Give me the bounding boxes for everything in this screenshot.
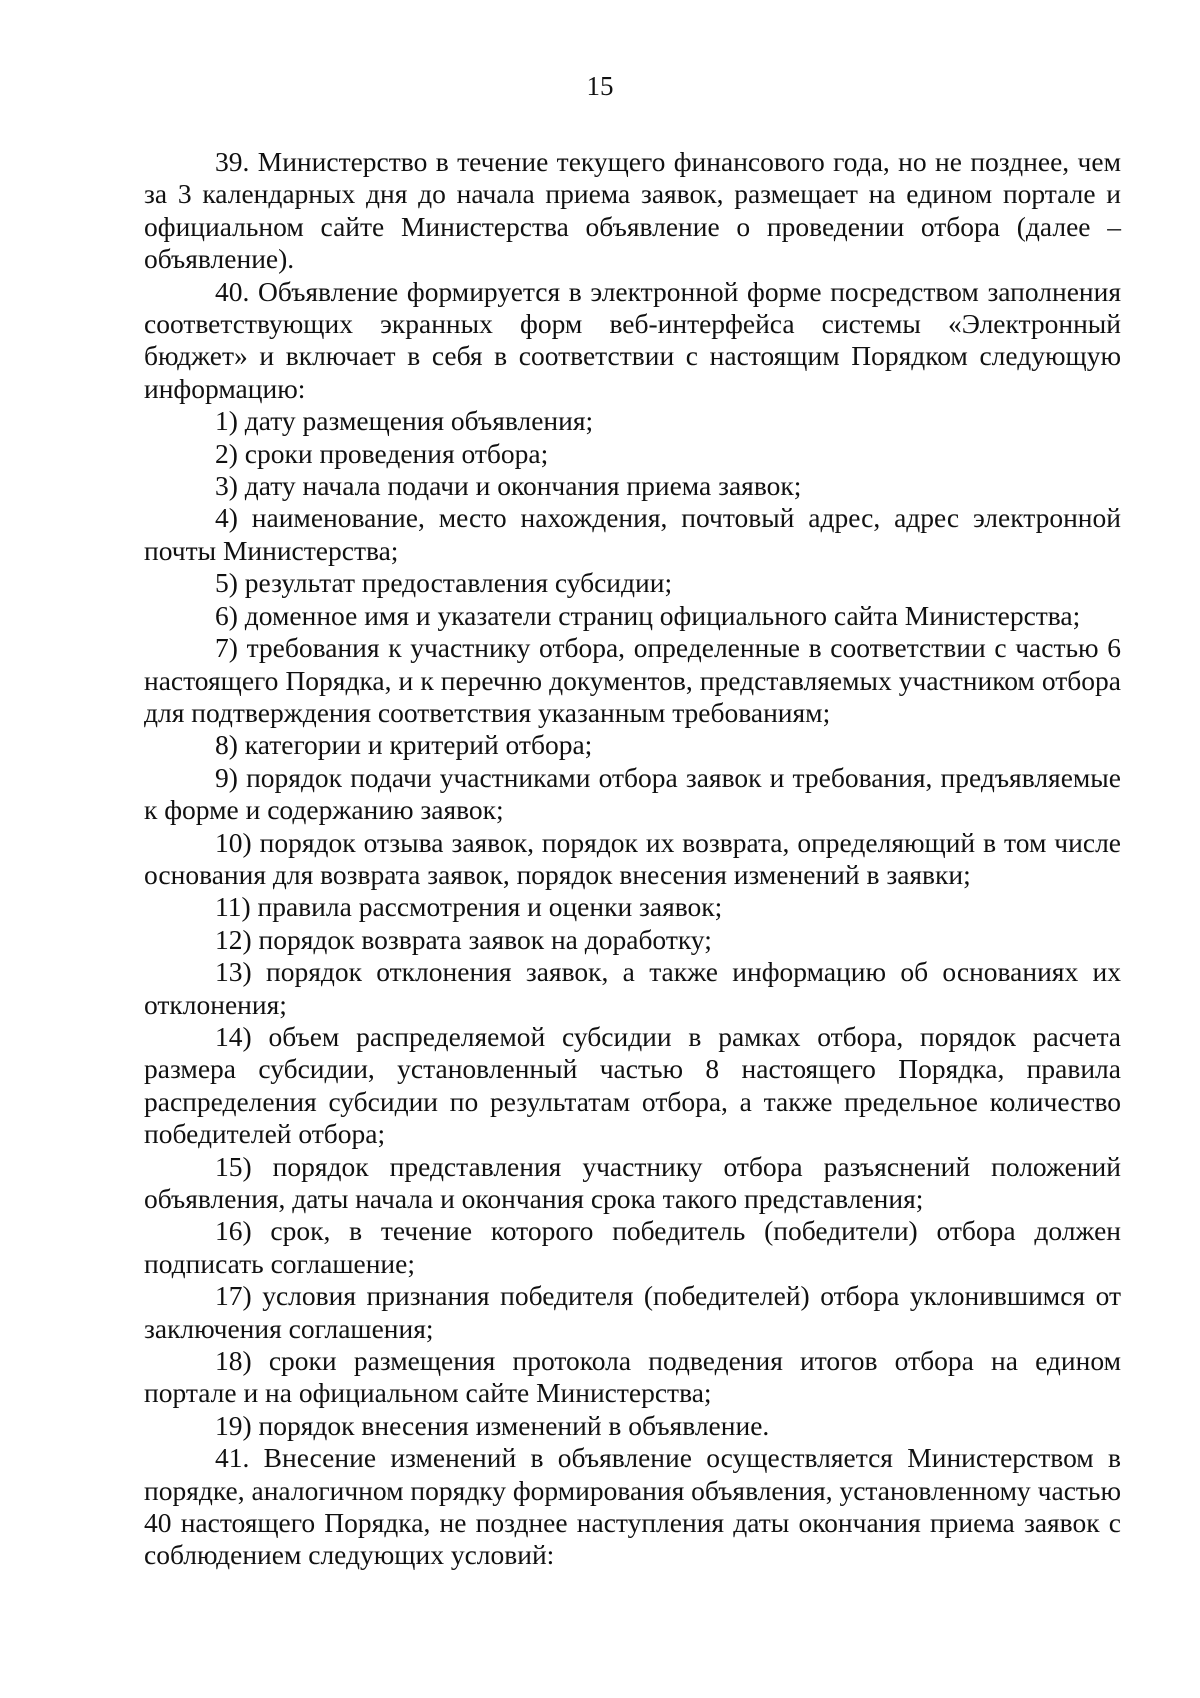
paragraph-39: 39. Министерство в течение текущего финансового года, но не позднее, чем за 3 календарных дня до начала приема заявок, размещает на едином портале и официальном сайте Министерства объявление о проведении отбора (далее – объявление). [144,146,1121,275]
list-item-13: 13) порядок отклонения заявок, а также информацию об основаниях их отклонения; [144,956,1121,1020]
list-item-15: 15) порядок представления участнику отбора разъяснений положений объявления, даты начала и окончания срока такого представления; [144,1150,1121,1214]
list-item-5: 5) результат предоставления субсидии; [215,567,673,599]
list-item-16: 16) срок, в течение которого победитель (победители) отбора должен подписать соглашение; [144,1215,1121,1279]
paragraph-40: 40. Объявление формируется в электронной форме посредством заполнения соответствующих экранных форм веб-интерфейса системы «Электронный бюджет» и включает в себя в соответствии с настоящим Порядком следующую информацию: [144,275,1121,404]
paragraph-41: 41. Внесение изменений в объявление осуществляется Министерством в порядке, аналогичном порядку формирования объявления, установленному частью 40 настоящего Порядка, не позднее наступления даты окончания приема заявок с соблюдением следующих условий: [144,1442,1122,1571]
list-item-11: 11) правила рассмотрения и оценки заявок; [215,891,723,923]
list-item-2: 2) сроки проведения отбора; [215,437,549,469]
page-number: 15 [586,71,614,101]
list-item-4: 4) наименование, место нахождения, почтовый адрес, адрес электронной почты Министерства; [144,502,1121,566]
list-item-1: 1) дату размещения объявления; [215,405,594,437]
list-item-3: 3) дату начала подачи и окончания приема заявок; [215,470,802,502]
list-item-17: 17) условия признания победителя (победителей) отбора уклонившимся от заключения соглашения; [144,1280,1121,1344]
list-item-6: 6) доменное имя и указатели страниц официального сайта Министерства; [215,599,1081,631]
list-item-19: 19) порядок внесения изменений в объявление. [215,1409,770,1441]
list-item-7: 7) требования к участнику отбора, определенные в соответствии с частью 6 настоящего Порядка, и к перечню документов, представляемых участником отбора для подтверждения соответствия указанным требованиям; [144,632,1121,728]
list-item-9: 9) порядок подачи участниками отбора заявок и требования, предъявляемые к форме и содержанию заявок; [144,761,1121,826]
list-item-10: 10) порядок отзыва заявок, порядок их возврата, определяющий в том числе основания для возврата заявок, порядок внесения изменений в заявки; [144,826,1121,890]
list-item-8: 8) категории и критерий отбора; [215,729,593,761]
list-item-14: 14) объем распределяемой субсидии в рамках отбора, порядок расчета размера субсидии, установленный частью 8 настоящего Порядка, правила распределения субсидии по результатам отбора, а также предельное количество победителей отбора; [144,1020,1121,1150]
list-item-12: 12) порядок возврата заявок на доработку; [215,923,712,955]
document-body [144,146,1121,1572]
list-item-18: 18) сроки размещения протокола подведения итогов отбора на едином портале и на официальном сайте Министерства; [144,1345,1121,1409]
